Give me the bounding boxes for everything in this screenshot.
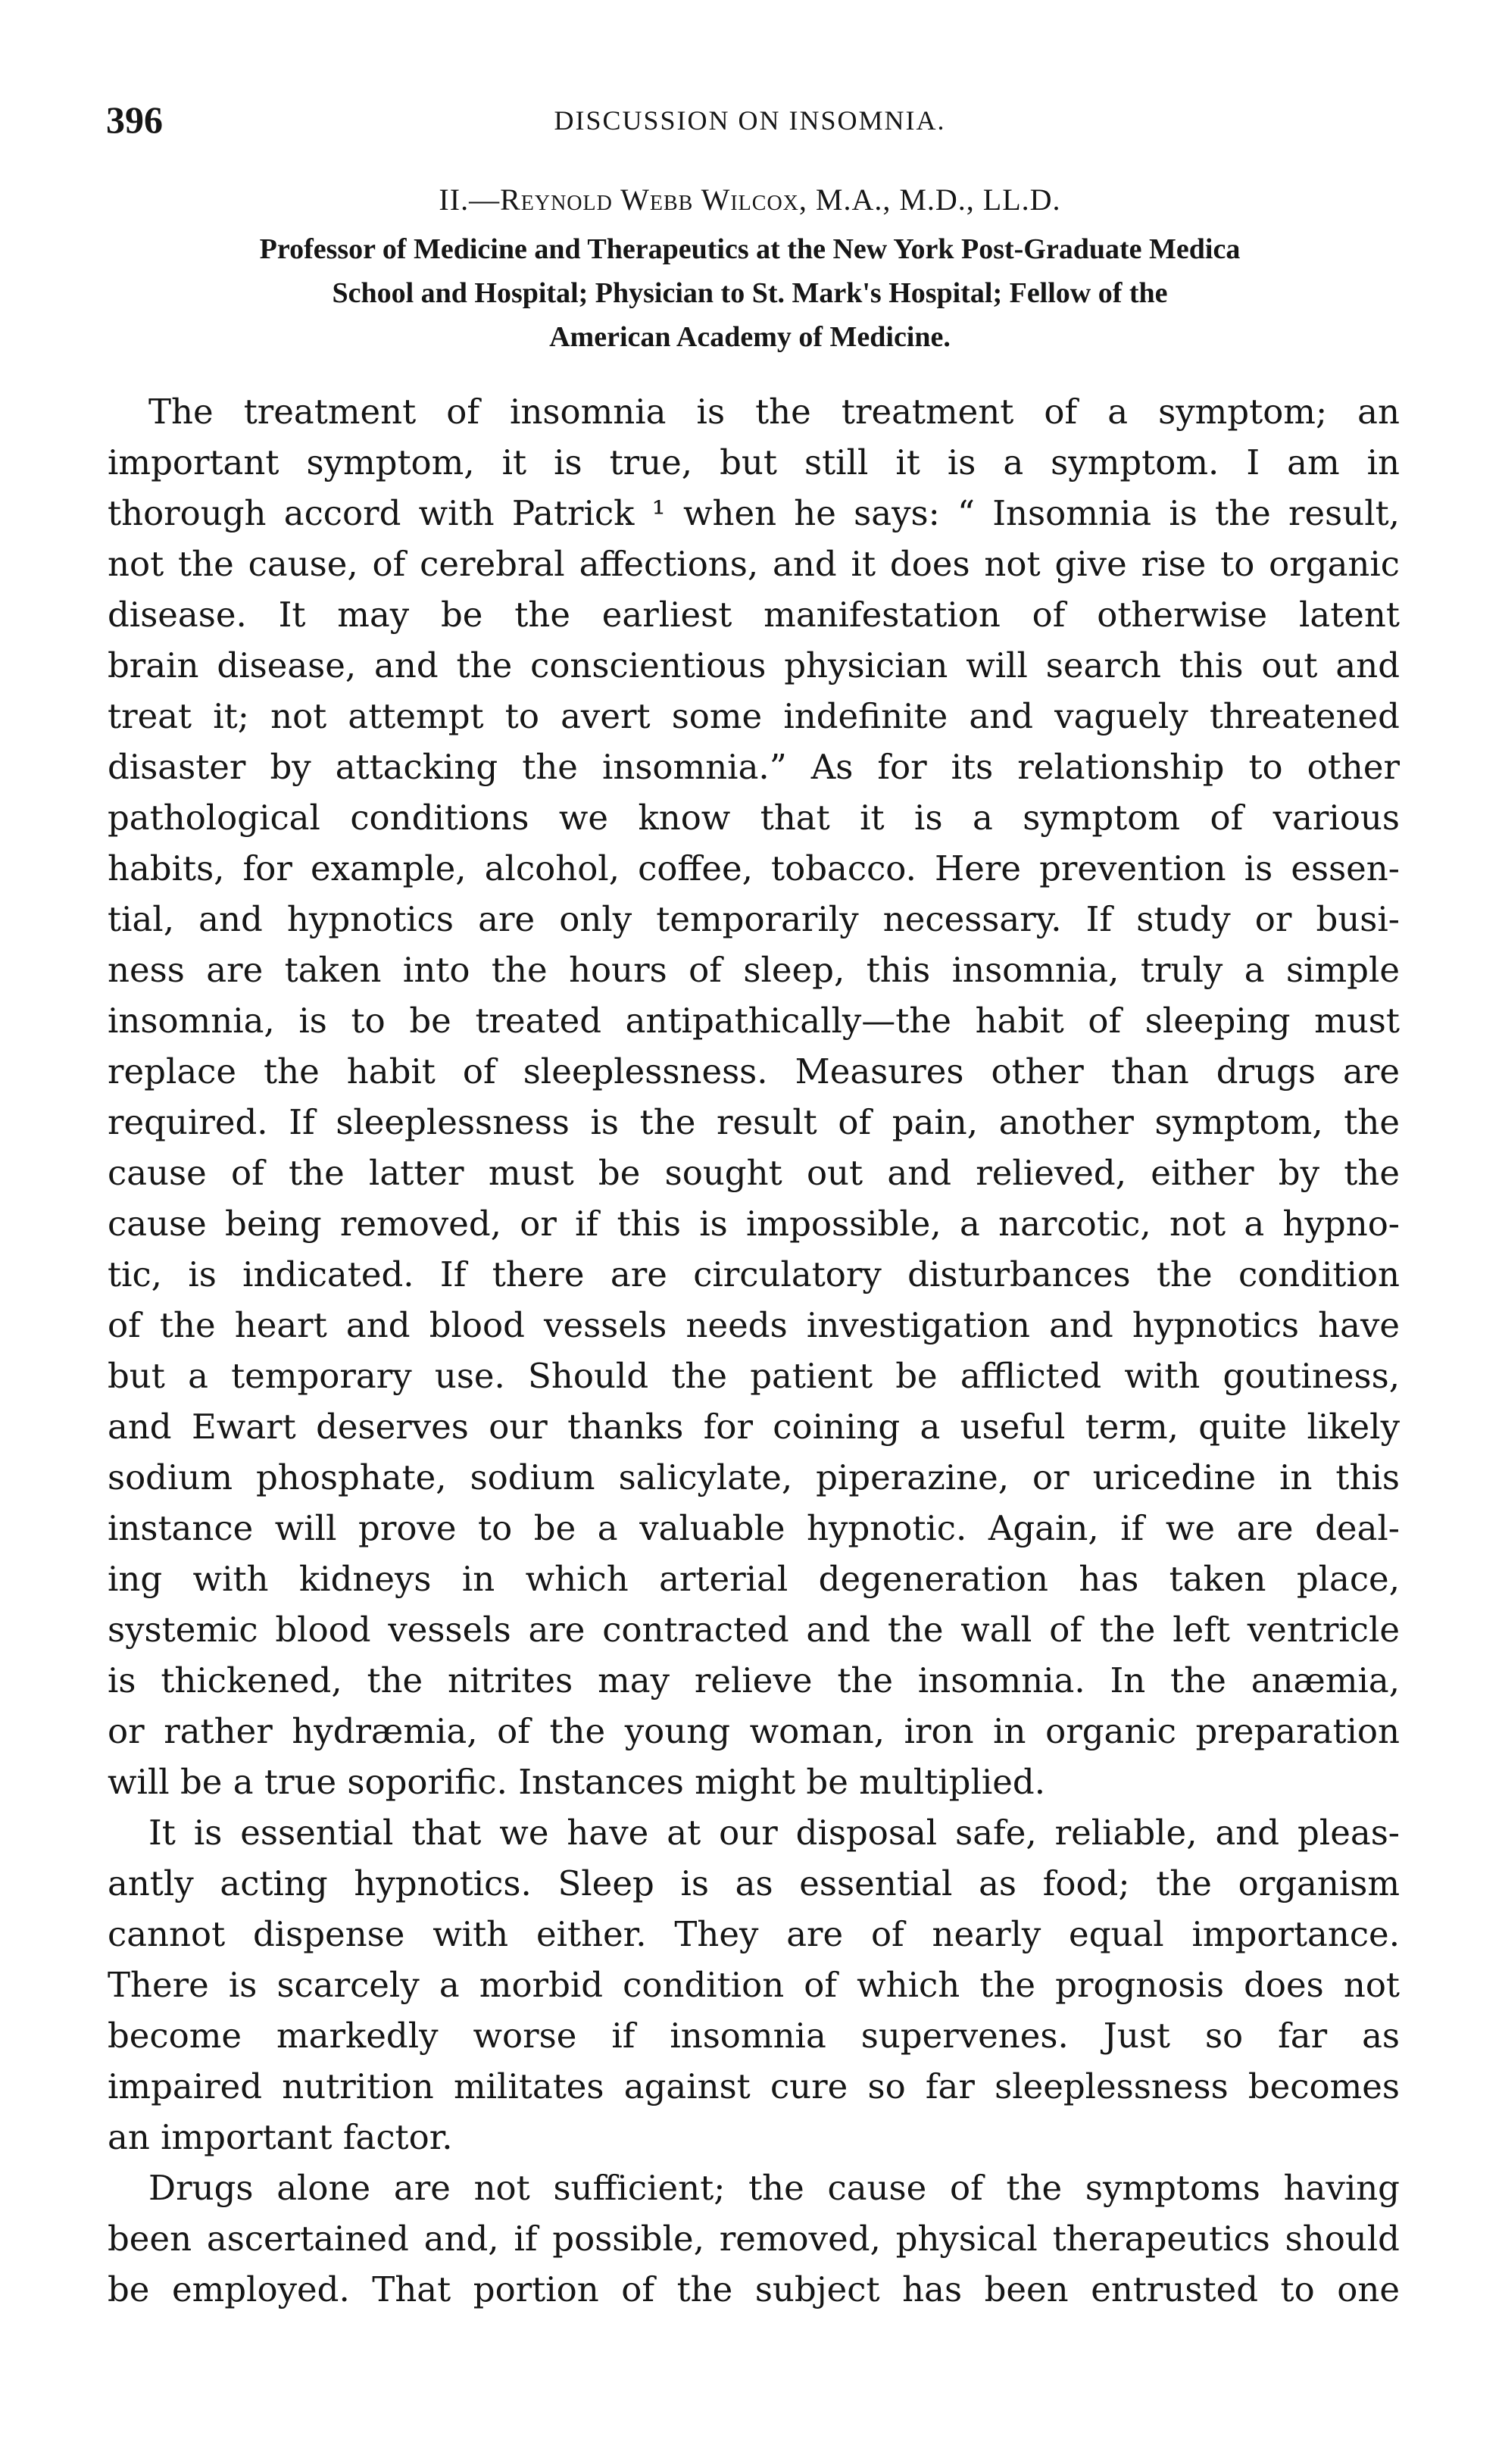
- paragraph-1: [108, 386, 1400, 1807]
- text-line: tic, is indicated. If there are circulatory disturbances the condition: [108, 1254, 1400, 1294]
- text-line: ing with kidneys in which arterial degeneration has taken place,: [108, 1559, 1400, 1599]
- affiliation-line: School and Hospital; Physician to St. Mark's Hospital; Fellow of the: [332, 277, 1168, 309]
- author-name-line: II.—Reynold Webb Wilcox, M.A., M.D., LL.D.: [439, 183, 1061, 217]
- affiliation-line: American Academy of Medicine.: [549, 321, 951, 353]
- running-head: [106, 97, 1394, 142]
- paragraph-2: [108, 1807, 1400, 2163]
- text-line: been ascertained and, if possible, removed, physical therapeutics should: [108, 2219, 1400, 2259]
- text-line: or rather hydræmia, of the young woman, iron in organic preparation: [108, 1711, 1400, 1751]
- text-line: required. If sleeplessness is the result of pain, another symptom, the: [108, 1102, 1400, 1142]
- text-line: pathological conditions we know that it is a symptom of various: [108, 798, 1400, 838]
- text-line: cause of the latter must be sought out and relieved, either by the: [108, 1153, 1400, 1193]
- text-line: thorough accord with Patrick ¹ when he says: “ Insomnia is the result,: [108, 493, 1400, 533]
- text-line: disease. It may be the earliest manifestation of otherwise latent: [108, 595, 1400, 635]
- paragraph-3: [108, 2163, 1400, 2315]
- text-line: It is essential that we have at our disposal safe, reliable, and pleas-: [148, 1813, 1400, 1853]
- text-line: systemic blood vessels are contracted and the wall of the left ventricle: [108, 1610, 1400, 1650]
- text-line: instance will prove to be a valuable hypnotic. Again, if we are deal-: [108, 1508, 1400, 1548]
- text-line: but a temporary use. Should the patient be afflicted with goutiness,: [108, 1356, 1400, 1396]
- text-line: ness are taken into the hours of sleep, this insomnia, truly a simple: [108, 950, 1400, 990]
- running-title: DISCUSSION ON INSOMNIA.: [554, 105, 946, 136]
- author-affiliation: [98, 227, 1401, 359]
- text-line: brain disease, and the conscientious physician will search this out and: [108, 645, 1400, 685]
- text-line: of the heart and blood vessels needs investigation and hypnotics have: [108, 1305, 1400, 1345]
- text-line: There is scarcely a morbid condition of which the prognosis does not: [108, 1965, 1400, 2005]
- text-line: tial, and hypnotics are only temporarily necessary. If study or busi-: [108, 899, 1400, 939]
- text-line: cause being removed, or if this is impossible, a narcotic, not a hypno-: [108, 1204, 1400, 1244]
- text-line: important symptom, it is true, but still it is a symptom. I am in: [108, 442, 1400, 482]
- text-line: cannot dispense with either. They are of nearly equal importance.: [108, 1914, 1400, 1954]
- text-line: habits, for example, alcohol, coffee, tobacco. Here prevention is essen-: [108, 848, 1400, 888]
- text-line: sodium phosphate, sodium salicylate, piperazine, or uricedine in this: [108, 1457, 1400, 1497]
- text-line: impaired nutrition militates against cure so far sleeplessness becomes: [108, 2066, 1400, 2106]
- text-line: will be a true soporific. Instances might be multiplied.: [108, 1762, 1046, 1802]
- text-line: replace the habit of sleeplessness. Measures other than drugs are: [108, 1051, 1400, 1091]
- text-line: treat it; not attempt to avert some indefinite and vaguely threatened: [108, 696, 1400, 736]
- text-line: become markedly worse if insomnia supervenes. Just so far as: [108, 2016, 1400, 2056]
- text-line: an important factor.: [108, 2117, 453, 2157]
- page-number: 396: [106, 98, 163, 141]
- text-line: The treatment of insomnia is the treatment of a symptom; an: [148, 392, 1400, 432]
- body-text: [108, 386, 1400, 2315]
- affiliation-line: Professor of Medicine and Therapeutics at the New York Post-Graduate Medica: [259, 233, 1241, 265]
- text-line: and Ewart deserves our thanks for coining a useful term, quite likely: [108, 1407, 1400, 1447]
- text-line: insomnia, is to be treated antipathically—the habit of sleeping must: [108, 1001, 1400, 1041]
- text-line: is thickened, the nitrites may relieve the insomnia. In the anæmia,: [108, 1660, 1400, 1700]
- text-line: be employed. That portion of the subject has been entrusted to one: [108, 2269, 1400, 2309]
- text-line: antly acting hypnotics. Sleep is as essential as food; the organism: [108, 1863, 1400, 1903]
- text-line: Drugs alone are not sufficient; the cause of the symptoms having: [148, 2168, 1400, 2208]
- text-line: disaster by attacking the insomnia.” As for its relationship to other: [108, 747, 1400, 787]
- text-line: not the cause, of cerebral affections, and it does not give rise to organic: [108, 544, 1400, 584]
